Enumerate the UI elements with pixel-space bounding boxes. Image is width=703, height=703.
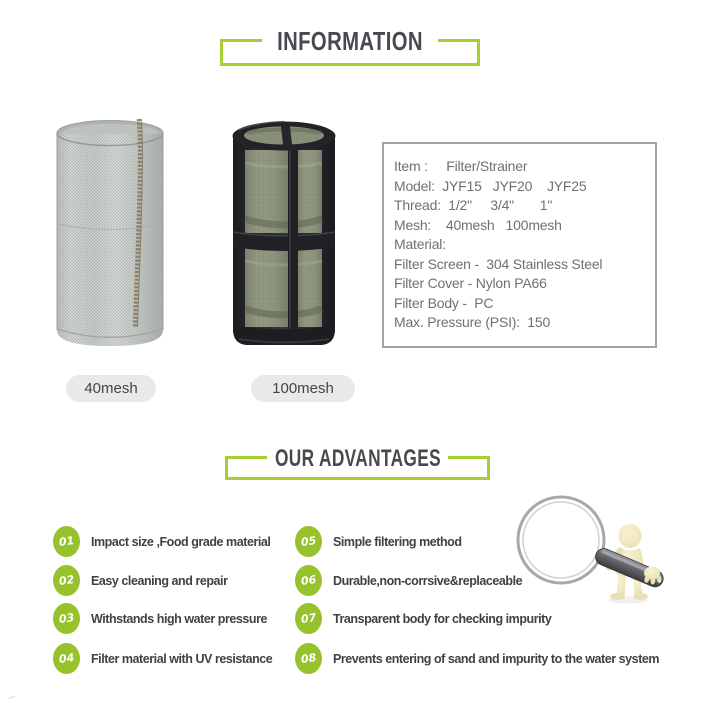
advantage-text-03: Withstands high water pressure [91,611,268,626]
spec-line-material: Material: [394,236,446,252]
advantage-text-07: Transparent body for checking impurity [333,611,552,626]
advantage-badge-03 [53,603,80,634]
magnifying-glass-person-graphic [500,477,700,645]
advantage-item-03 [53,603,267,634]
spec-line-filter-screen: Filter Screen - 304 Stainless Steel [394,255,603,272]
product-image-100mesh [231,115,337,348]
advantage-number: 04 [58,650,75,667]
advantage-number: 08 [300,650,317,667]
spec-line-filter-body: Filter Body - PC [394,294,494,311]
label-100mesh [251,375,355,402]
framed-mesh-filter-illustration [231,115,337,348]
advantages-title: OUR ADVANTAGES [274,445,441,472]
advantage-badge-07 [295,603,322,634]
product-image-40mesh [54,114,166,350]
advantage-text-06: Durable,non-corrsive&replaceable [333,573,523,588]
advantage-number: 01 [58,533,75,550]
advantage-badge-06 [295,565,322,596]
advantage-number: 07 [300,610,317,627]
advantage-badge-08 [295,643,322,674]
corner-artifact-mark [7,693,14,699]
advantage-item-05 [295,526,462,557]
advantage-item-06 [295,565,522,596]
information-section-bracket [220,26,480,66]
advantage-text-01: Impact size ,Food grade material [91,534,271,549]
advantage-text-04: Filter material with UV resistance [91,651,273,666]
advantage-item-08 [295,643,659,674]
magnifier-figure-illustration [500,477,700,645]
spec-line-item: Item : Filter/Strainer [394,158,528,174]
spec-line-max-pressure: Max. Pressure (PSI): 150 [394,314,551,330]
spec-line-model: Model: JYF15 JYF20 JYF25 [394,177,587,194]
advantages-section-bracket [225,445,490,480]
advantage-text-05: Simple filtering method [333,534,462,549]
advantage-text-08: Prevents entering of sand and impurity to the water system [333,651,660,666]
spec-line-mesh: Mesh: 40mesh 100mesh [394,216,562,233]
advantage-badge-01 [53,526,80,557]
advantage-number: 06 [300,572,317,589]
advantage-number: 05 [300,533,317,550]
advantage-item-04 [53,643,272,674]
label-40mesh-text: 40mesh [84,380,138,397]
advantage-text-02: Easy cleaning and repair [91,573,228,588]
advantage-badge-04 [53,643,80,674]
spec-line-filter-cover: Filter Cover - Nylon PA66 [394,275,547,291]
advantage-item-01 [53,526,270,557]
advantage-badge-05 [295,526,322,557]
specification-box [382,142,657,348]
advantage-item-02 [53,565,227,596]
advantage-number: 02 [58,572,75,589]
information-title: INFORMATION [277,26,423,56]
label-100mesh-text: 100mesh [272,380,334,397]
label-40mesh [66,375,156,402]
stainless-mesh-cylinder-illustration [54,114,166,350]
advantage-badge-02 [53,565,80,596]
advantage-number: 03 [58,610,75,627]
spec-line-thread: Thread: 1/2" 3/4" 1" [394,197,553,213]
